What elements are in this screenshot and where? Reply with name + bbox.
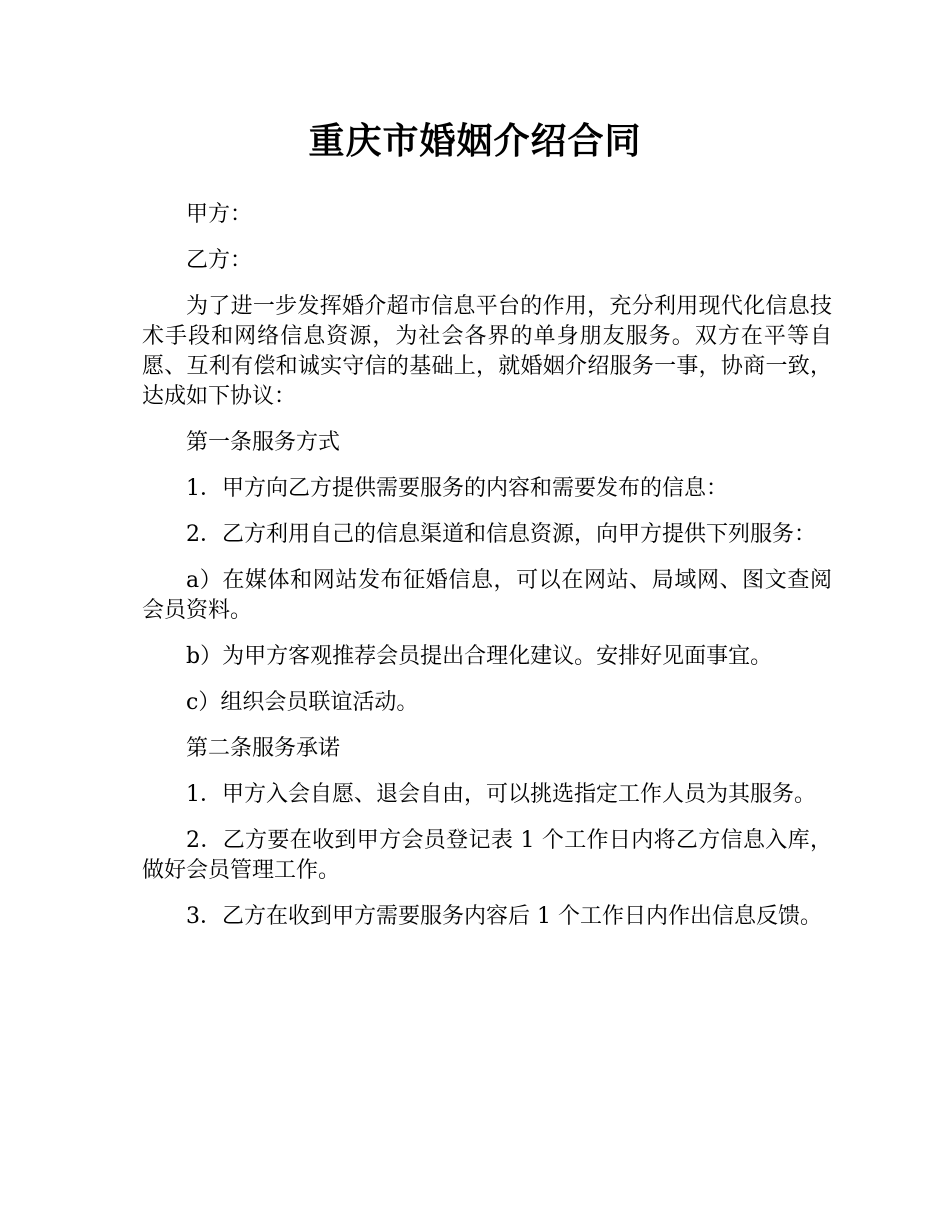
article-1-heading: 第一条服务方式: [186, 430, 341, 455]
document-title: 重庆市婚姻介绍合同: [308, 121, 642, 162]
article-2-item-1: 1．甲方入会自愿、退会自由，可以挑选指定工作人员为其服务。: [186, 782, 816, 807]
article-1-subitem-a: a）在媒体和网站发布征婚信息，可以在网站、局域网、图文查阅会员资料。: [142, 568, 832, 623]
document-body: [142, 200, 832, 948]
party-b-line: 乙方：: [186, 248, 253, 273]
article-1-subitem-b: b）为甲方客观推荐会员提出合理化建议。安排好见面事宜。: [186, 644, 773, 669]
article-2-item-2: 2．乙方要在收到甲方会员登记表 1 个工作日内将乙方信息入库，做好会员管理工作。: [142, 828, 832, 883]
preamble-paragraph: 为了进一步发挥婚介超市信息平台的作用，充分利用现代化信息技术手段和网络信息资源，为社会各界的单身朋友服务。双方在平等自愿、互利有偿和诚实守信的基础上，就婚姻介绍服务一事，协商一致，达成如下协议：: [142, 294, 832, 409]
party-a-line: 甲方：: [186, 202, 253, 227]
article-1-subitem-c: c）组织会员联谊活动。: [186, 690, 419, 715]
article-2-heading: 第二条服务承诺: [186, 736, 341, 761]
article-1-item-1: 1．甲方向乙方提供需要服务的内容和需要发布的信息：: [186, 476, 728, 501]
article-1-item-2: 2．乙方利用自己的信息渠道和信息资源，向甲方提供下列服务：: [186, 522, 816, 547]
article-2-item-3: 3．乙方在收到甲方需要服务内容后 1 个工作日内作出信息反馈。: [186, 904, 822, 929]
